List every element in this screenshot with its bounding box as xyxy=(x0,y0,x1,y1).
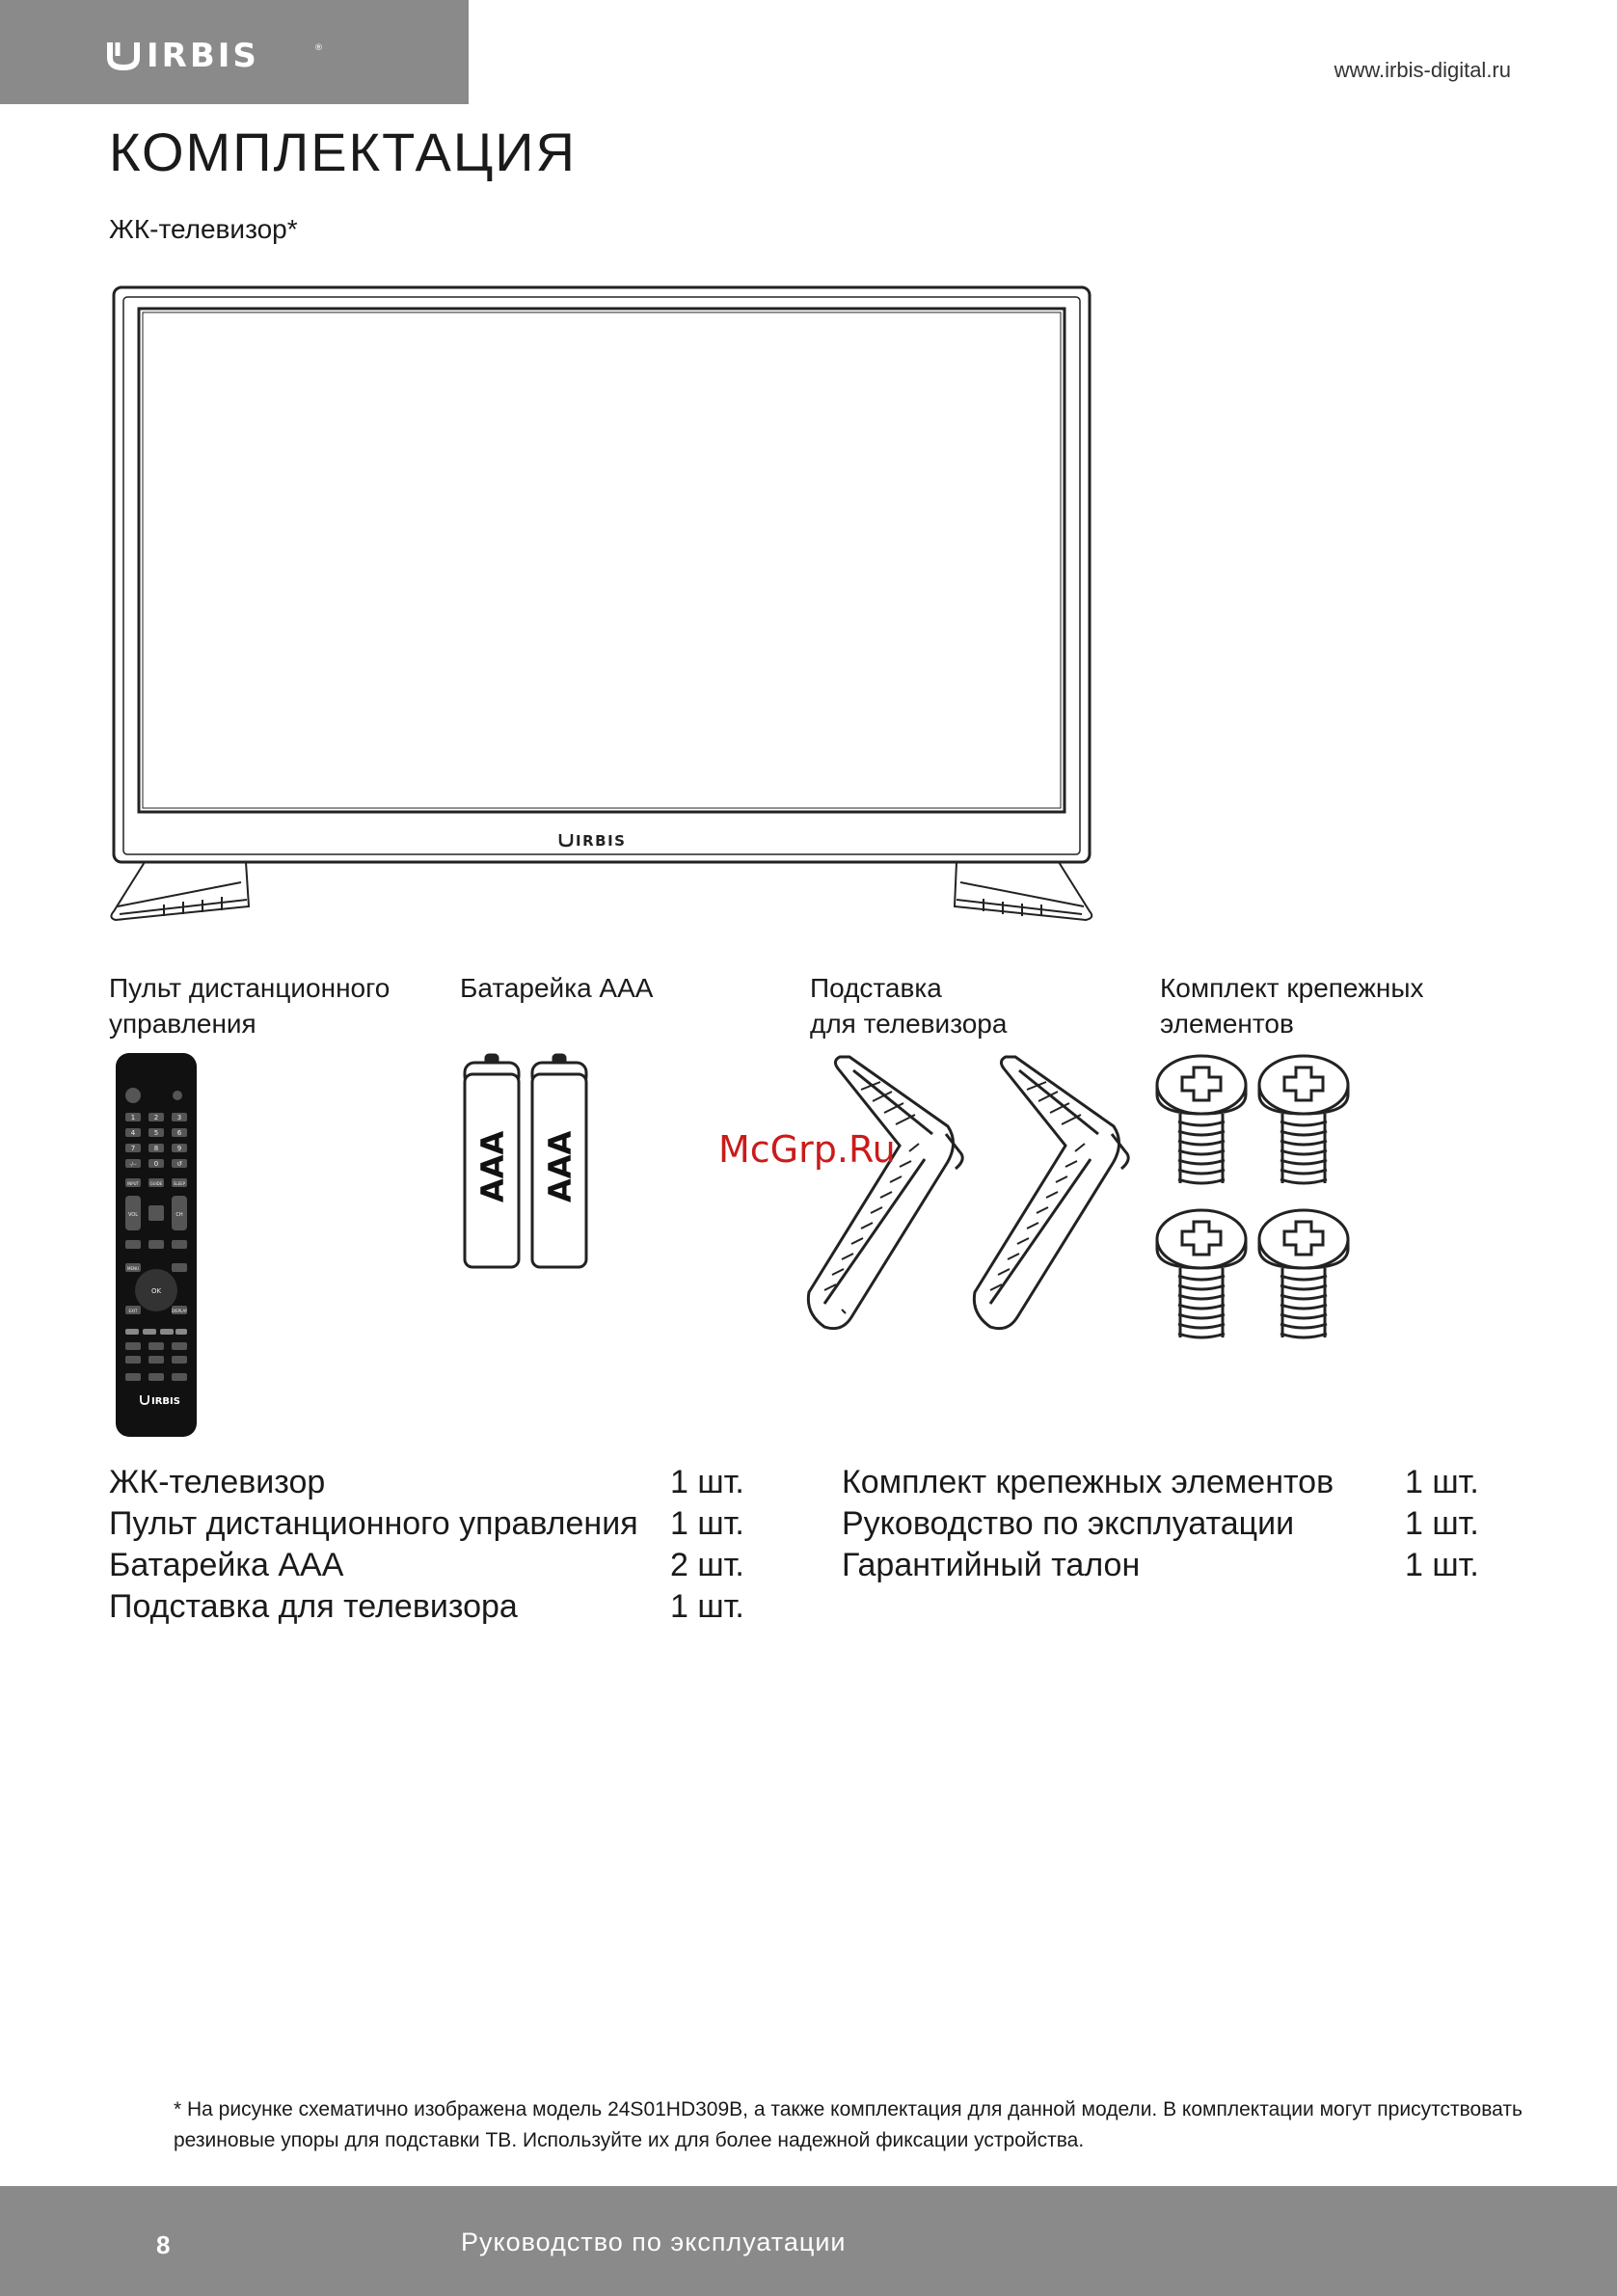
table-row: Комплект крепежных элементов 1 шт. xyxy=(842,1464,1479,1500)
svg-text:↺: ↺ xyxy=(176,1160,182,1168)
screw-1 xyxy=(1157,1056,1246,1183)
svg-text:7: 7 xyxy=(130,1145,136,1152)
tv-illustration xyxy=(106,280,1097,945)
svg-text:GUIDE: GUIDE xyxy=(149,1181,163,1186)
footnote: * На рисунке схематично изображена модель 24S01HD309B, а также комплектация для данной модели. В комплектации могут присутствовать резиновые упоры для подставки ТВ. Используйте их для более надежной фиксации устройства. xyxy=(174,2098,1523,2151)
svg-text:1: 1 xyxy=(130,1114,136,1121)
irbis-logo xyxy=(108,37,323,75)
svg-text:SLEEP: SLEEP xyxy=(173,1181,186,1186)
remote-caption: Пульт дистанционного управления xyxy=(109,973,391,1039)
tv-logo-text: IRBIS xyxy=(576,832,627,850)
svg-text:CH: CH xyxy=(175,1212,183,1218)
stand-illustration xyxy=(803,1051,1141,1331)
table-row: Батарейка AAA 2 шт. xyxy=(109,1547,744,1583)
contents-table-right xyxy=(842,1462,1479,1586)
svg-text:-/--: -/-- xyxy=(129,1162,137,1168)
remote-illustration xyxy=(114,1051,199,1439)
table-row: Подставка для телевизора 1 шт. xyxy=(109,1588,744,1625)
screw-3 xyxy=(1157,1210,1246,1337)
svg-text:8: 8 xyxy=(153,1145,159,1152)
stand-left xyxy=(808,1057,962,1329)
svg-text:INPUT: INPUT xyxy=(127,1181,139,1186)
svg-text:®: ® xyxy=(314,43,323,53)
table-row: ЖК-телевизор 1 шт. xyxy=(109,1464,744,1500)
battery-1-label: AAA xyxy=(474,1130,511,1202)
svg-text:5: 5 xyxy=(153,1129,159,1137)
screws-caption: Комплект крепежных элементов xyxy=(1160,973,1424,1039)
svg-text:2: 2 xyxy=(153,1114,159,1121)
table-row: Руководство по эксплуатации 1 шт. xyxy=(842,1505,1479,1542)
mute-icon xyxy=(173,1091,182,1100)
remote-logo-text: IRBIS xyxy=(151,1396,180,1407)
footer-title: Руководство по эксплуатации xyxy=(461,2228,847,2256)
svg-text:0: 0 xyxy=(153,1160,159,1168)
watermark: McGrp.Ru xyxy=(718,1128,896,1171)
stand-right xyxy=(974,1057,1128,1329)
screw-4 xyxy=(1259,1210,1348,1337)
battery-illustration xyxy=(453,1053,598,1277)
svg-text:EXIT: EXIT xyxy=(128,1309,138,1313)
page-title: КОМПЛЕКТАЦИЯ xyxy=(109,122,577,182)
power-icon xyxy=(125,1088,141,1103)
svg-text:VOL: VOL xyxy=(127,1212,139,1218)
svg-text:MENU: MENU xyxy=(127,1266,139,1271)
table-row: Гарантийный талон 1 шт. xyxy=(842,1547,1479,1583)
tv-foot-left xyxy=(111,862,249,920)
header-logo-block xyxy=(0,0,469,104)
svg-text:OK: OK xyxy=(150,1287,162,1295)
svg-text:6: 6 xyxy=(176,1129,182,1137)
battery-2-label: AAA xyxy=(542,1130,579,1202)
svg-text:3: 3 xyxy=(176,1114,182,1121)
battery-caption: Батарейка AAA xyxy=(460,973,654,1003)
logo-text: IRBIS xyxy=(147,37,259,75)
website-url[interactable]: www.irbis-digital.ru xyxy=(1334,58,1511,82)
contents-table-left xyxy=(109,1462,744,1628)
tv-foot-right xyxy=(955,862,1091,920)
svg-text:DISPLAY: DISPLAY xyxy=(171,1309,188,1313)
screw-2 xyxy=(1259,1056,1348,1183)
tv-logo xyxy=(560,832,626,850)
stand-caption: Подставка для телевизора xyxy=(810,973,1008,1039)
svg-text:4: 4 xyxy=(130,1129,136,1137)
svg-text:9: 9 xyxy=(176,1145,182,1152)
page-number: 8 xyxy=(156,2230,171,2259)
screws-illustration xyxy=(1155,1054,1358,1347)
table-row: Пульт дистанционного управления 1 шт. xyxy=(109,1505,744,1542)
tv-caption: ЖК-телевизор* xyxy=(109,214,298,244)
